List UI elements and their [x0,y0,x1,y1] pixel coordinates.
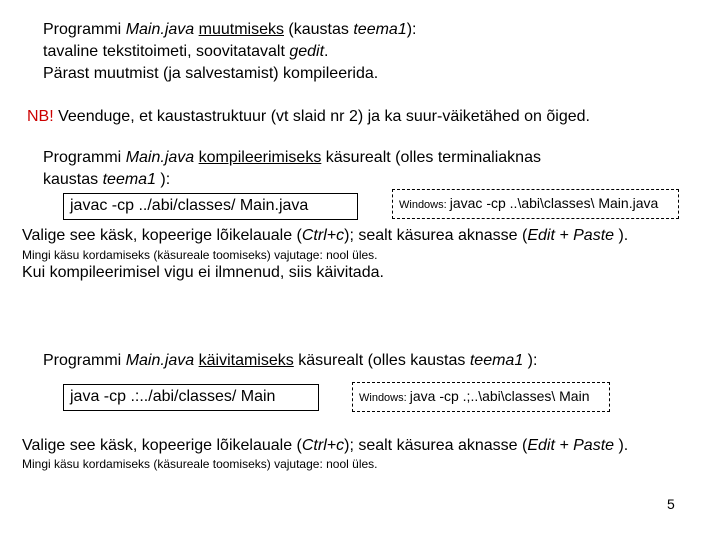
text: kaustas [43,171,103,188]
text: Programmi [43,21,126,38]
compile-instruction-line-2 [43,170,170,190]
compile-after-line: Kui kompileerimisel vigu ei ilmnenud, siis käivitada. [22,264,384,281]
filename: Main.java [125,352,195,369]
text: Programmi [43,352,126,369]
note-text: Veenduge, et kaustastruktuur (vt slaid nr 2) ja ka suur-väiketähed on õiged. [53,108,590,125]
windows-label: Windows: [359,392,410,404]
edit-instruction-line-1 [43,20,417,40]
folder-name: teema1 [353,21,407,38]
text: käsurealt (olles kaustas [293,352,470,369]
text: ); sealt käsurea aknasse ( [344,437,528,454]
keyword-compiling: kompileerimiseks [198,149,322,166]
text: käsurealt (olles terminaliaknas [321,149,541,166]
windows-command: javac -cp ..\abi\classes\ Main.java [449,195,659,211]
menu-action: Edit + Paste [527,437,615,454]
shortcut: Ctrl+c [301,227,345,244]
run-copy-instruction [22,436,628,456]
run-command-box[interactable]: java -cp .:../abi/classes/ Main [63,384,319,411]
compile-instruction-line-1 [43,148,541,168]
note-label: NB! [27,108,54,125]
text: tavaline tekstitoimeti, soovitatavalt [43,43,290,60]
windows-command: java -cp .;..\abi\classes\ Main [409,388,590,404]
run-hint: Mingi käsu kordamiseks (käsureale toomiseks) vajutage: nool üles. [22,457,378,471]
edit-instruction-line-3: Pärast muutmist (ja salvestamist) kompileerida. [43,65,379,82]
menu-action: Edit + Paste [527,227,615,244]
keyword-editing: muutmiseks [198,21,284,38]
text: (kaustas [283,21,354,38]
text: ): [523,352,538,369]
text: Valige see käsk, kopeerige lõikelauale ( [22,227,302,244]
text: ). [614,437,629,454]
folder-name: teema1 [469,352,524,369]
compile-hint: Mingi käsu kordamiseks (käsureale toomiseks) vajutage: nool üles. [22,248,378,262]
text: ). [614,227,629,244]
run-windows-command-box[interactable] [352,382,610,412]
text: ); sealt käsurea aknasse ( [344,227,528,244]
text: ): [406,21,417,38]
filename: Main.java [125,21,195,38]
compile-command-box[interactable]: javac -cp ../abi/classes/ Main.java [63,193,358,220]
editor-name: gedit [289,43,325,60]
text: Programmi [43,149,126,166]
windows-label: Windows: [399,199,450,211]
compile-copy-instruction [22,226,628,246]
compile-windows-command-box[interactable] [392,189,679,219]
shortcut: Ctrl+c [301,437,345,454]
text: . [324,43,329,60]
text: Valige see käsk, kopeerige lõikelauale ( [22,437,302,454]
text: ): [155,171,171,188]
folder-name: teema1 [102,171,156,188]
filename: Main.java [125,149,195,166]
run-instruction-line [43,351,537,371]
edit-instruction-line-2 [43,42,329,62]
page-number: 5 [667,496,675,512]
keyword-running: käivitamiseks [198,352,294,369]
note-line [27,107,590,127]
